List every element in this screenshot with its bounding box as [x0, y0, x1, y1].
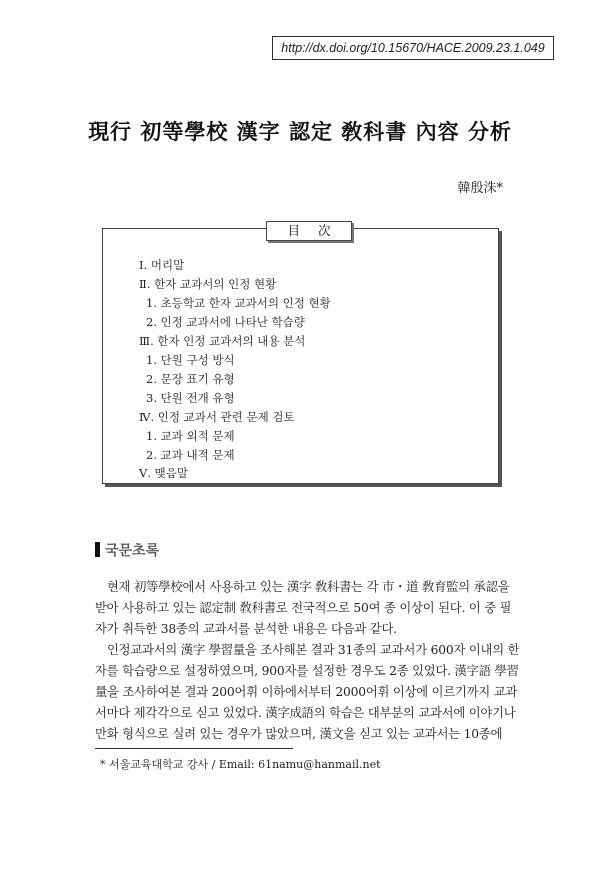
toc-item: 1. 단원 구성 방식 [146, 353, 235, 367]
abstract-line: 현재 初等學校에서 사용하고 있는 漢字 敎科書는 각 市・道 敎育監의 承認을 [107, 580, 510, 594]
abstract-heading-text: 국문초록 [105, 543, 160, 559]
abstract-line: 量을 조사하여본 결과 200어휘 이하에서부터 2000어휘 이상에 이르기까지 교과 [95, 685, 518, 699]
footnote: * 서울교육대학교 강사 / Email: 61namu@hanmail.net [100, 758, 381, 771]
section-marker [95, 542, 100, 557]
table-of-contents [102, 223, 499, 484]
toc-item: 1. 초등학교 한자 교과서의 인정 현황 [146, 296, 331, 310]
toc-item: 2. 인정 교과서에 나타난 학습량 [146, 315, 305, 329]
toc-item: 2. 문장 표기 유형 [146, 372, 235, 386]
abstract-line: 받아 사용하고 있는 認定制 敎科書로 전국적으로 50여 종 이상이 된다. 이 중 필 [95, 601, 512, 615]
toc-item: 1. 교과 외적 문제 [146, 429, 235, 443]
toc-item: Ⅴ. 맺음말 [139, 466, 188, 480]
abstract-heading [95, 540, 159, 560]
abstract-line: 자가 취득한 38종의 교과서를 분석한 내용은 다음과 같다. [95, 622, 397, 636]
toc-item: 2. 교과 내적 문제 [146, 448, 235, 462]
footnote-divider [95, 748, 293, 749]
toc-heading: 目次 [266, 221, 352, 241]
toc-item: Ⅲ. 한자 인정 교과서의 내용 분석 [139, 334, 306, 348]
toc-item: 3. 단원 전개 유형 [146, 391, 235, 405]
toc-item: Ⅳ. 인정 교과서 관련 문제 검토 [139, 410, 295, 424]
author-name: 韓殷洙* [457, 181, 503, 196]
abstract-line: 자를 학습량으로 설정하였으며, 900자를 설정한 경우도 2종 있었다. 漢字語 學習 [95, 664, 519, 678]
abstract-line: 인정교과서의 漢字 學習量을 조사해본 결과 31종의 교과서가 600자 이내의 한 [107, 643, 520, 657]
abstract-line: 서마다 제각각으로 싣고 있었다. 漢字成語의 학습은 대부분의 교과서에 이야기나 [95, 706, 516, 720]
doi-link[interactable]: http://dx.doi.org/10.15670/HACE.2009.23.1.049 [272, 36, 554, 60]
abstract-line: 만화 형식으로 실려 있는 경우가 많았으며, 漢文을 싣고 있는 교과서는 10종에 [95, 727, 503, 741]
paper-title: 現行 初等學校 漢字 認定 敎科書 內容 分析 [88, 119, 512, 144]
toc-item: Ⅰ. 머리말 [139, 258, 185, 272]
toc-item: Ⅱ. 한자 교과서의 인정 현황 [139, 277, 277, 291]
